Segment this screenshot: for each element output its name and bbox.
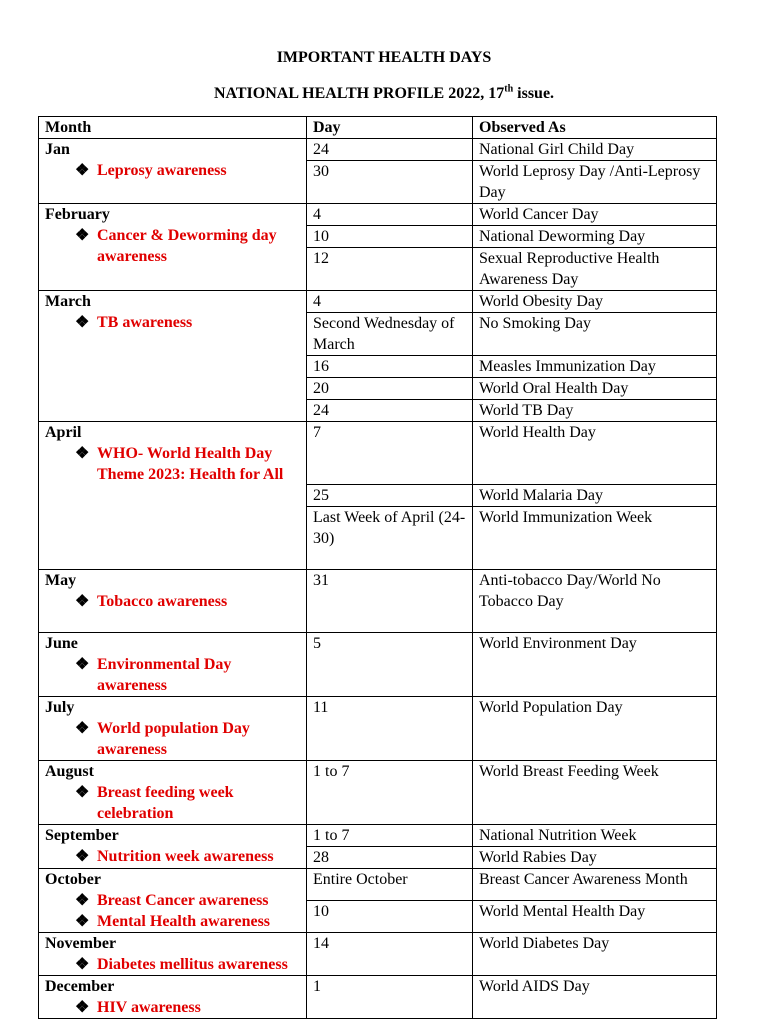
- month-name: July: [45, 699, 75, 716]
- observed-as-cell: World Cancer Day: [473, 204, 717, 226]
- day-cell: 1 to 7: [307, 761, 473, 825]
- month-name: June: [45, 635, 78, 652]
- diamond-bullet-icon: ❖: [75, 784, 90, 801]
- awareness-item: [45, 312, 300, 333]
- observed-as-cell: Sexual Reproductive Health Awareness Day: [473, 248, 717, 291]
- table-row: [39, 570, 717, 633]
- table-row: [39, 633, 717, 697]
- day-cell: 20: [307, 378, 473, 400]
- day-cell: 5: [307, 633, 473, 697]
- day-cell: Entire October: [307, 869, 473, 901]
- awareness-text: Cancer & Deworming day awareness: [97, 227, 277, 265]
- awareness-text: Tobacco awareness: [97, 593, 228, 610]
- month-name: Jan: [45, 141, 70, 158]
- observed-as-cell: World Oral Health Day: [473, 378, 717, 400]
- month-cell: [39, 570, 307, 633]
- month-name: November: [45, 935, 117, 952]
- table-header-row: [39, 117, 717, 139]
- day-cell: Second Wednesday of March: [307, 313, 473, 356]
- observed-as-cell: World Malaria Day: [473, 485, 717, 507]
- month-cell: [39, 139, 307, 204]
- day-cell: 10: [307, 226, 473, 248]
- table-row: [39, 204, 717, 226]
- day-cell: 10: [307, 901, 473, 933]
- table-row: [39, 697, 717, 761]
- awareness-item: [45, 890, 300, 911]
- awareness-text: Breast feeding week celebration: [97, 784, 234, 822]
- diamond-bullet-icon: ❖: [75, 956, 90, 973]
- month-name: October: [45, 871, 101, 888]
- day-cell: 14: [307, 933, 473, 976]
- observed-as-cell: World Population Day: [473, 697, 717, 761]
- awareness-text: TB awareness: [97, 314, 193, 331]
- diamond-bullet-icon: ❖: [75, 445, 90, 462]
- awareness-item: [45, 591, 300, 612]
- month-cell: [39, 422, 307, 570]
- diamond-bullet-icon: ❖: [75, 720, 90, 737]
- column-header-day: Day: [307, 117, 473, 139]
- awareness-item: [45, 443, 300, 485]
- observed-as-cell: No Smoking Day: [473, 313, 717, 356]
- month-cell: [39, 933, 307, 976]
- month-name: December: [45, 978, 115, 995]
- awareness-item: [45, 911, 300, 932]
- table-body: [39, 139, 717, 1019]
- awareness-item: [45, 718, 300, 760]
- table-row: [39, 869, 717, 901]
- observed-as-cell: World Breast Feeding Week: [473, 761, 717, 825]
- table-row: [39, 422, 717, 485]
- awareness-item: [45, 846, 300, 867]
- health-days-table: [38, 116, 717, 1019]
- day-cell: 16: [307, 356, 473, 378]
- observed-as-cell: World AIDS Day: [473, 976, 717, 1019]
- table-row: [39, 825, 717, 847]
- month-name: May: [45, 572, 77, 589]
- observed-as-cell: World Immunization Week: [473, 507, 717, 570]
- month-cell: [39, 869, 307, 933]
- day-cell: 1 to 7: [307, 825, 473, 847]
- diamond-bullet-icon: ❖: [75, 999, 90, 1016]
- day-cell: 4: [307, 291, 473, 313]
- month-cell: [39, 633, 307, 697]
- day-cell: 11: [307, 697, 473, 761]
- awareness-text: Nutrition week awareness: [97, 848, 274, 865]
- month-name: September: [45, 827, 119, 844]
- column-header-month: Month: [39, 117, 307, 139]
- diamond-bullet-icon: ❖: [75, 314, 90, 331]
- observed-as-cell: World TB Day: [473, 400, 717, 422]
- day-cell: 1: [307, 976, 473, 1019]
- awareness-item: [45, 954, 300, 975]
- subtitle-superscript: th: [504, 83, 514, 95]
- observed-as-cell: World Health Day: [473, 422, 717, 485]
- awareness-text: Breast Cancer awareness: [97, 892, 269, 909]
- observed-as-cell: World Environment Day: [473, 633, 717, 697]
- day-cell: 25: [307, 485, 473, 507]
- month-name: March: [45, 293, 91, 310]
- diamond-bullet-icon: ❖: [75, 593, 90, 610]
- observed-as-cell: World Obesity Day: [473, 291, 717, 313]
- observed-as-cell: National Deworming Day: [473, 226, 717, 248]
- table-row: [39, 933, 717, 976]
- diamond-bullet-icon: ❖: [75, 227, 90, 244]
- month-cell: [39, 825, 307, 869]
- awareness-item: [45, 225, 300, 267]
- diamond-bullet-icon: ❖: [75, 656, 90, 673]
- month-cell: [39, 761, 307, 825]
- diamond-bullet-icon: ❖: [75, 162, 90, 179]
- observed-as-cell: World Mental Health Day: [473, 901, 717, 933]
- month-cell: [39, 204, 307, 291]
- day-cell: 12: [307, 248, 473, 291]
- day-cell: 4: [307, 204, 473, 226]
- observed-as-cell: National Nutrition Week: [473, 825, 717, 847]
- diamond-bullet-icon: ❖: [75, 892, 90, 909]
- observed-as-cell: Measles Immunization Day: [473, 356, 717, 378]
- awareness-item: [45, 160, 300, 181]
- day-cell: 31: [307, 570, 473, 633]
- month-cell: [39, 697, 307, 761]
- day-cell: 28: [307, 847, 473, 869]
- day-cell: 7: [307, 422, 473, 485]
- awareness-item: [45, 654, 300, 696]
- day-cell: 30: [307, 161, 473, 204]
- month-cell: [39, 291, 307, 422]
- column-header-observed-as: Observed As: [473, 117, 717, 139]
- diamond-bullet-icon: ❖: [75, 848, 90, 865]
- observed-as-cell: World Diabetes Day: [473, 933, 717, 976]
- document-subtitle: [0, 85, 768, 103]
- awareness-text: Diabetes mellitus awareness: [97, 956, 288, 973]
- table-row: [39, 291, 717, 313]
- awareness-text: Mental Health awareness: [97, 913, 271, 930]
- awareness-item: [45, 782, 300, 824]
- awareness-text: World population Day awareness: [97, 720, 250, 758]
- table-row: [39, 139, 717, 161]
- observed-as-cell: World Rabies Day: [473, 847, 717, 869]
- day-cell: Last Week of April (24-30): [307, 507, 473, 570]
- month-cell: [39, 976, 307, 1019]
- day-cell: 24: [307, 400, 473, 422]
- day-cell: 24: [307, 139, 473, 161]
- month-name: April: [45, 424, 82, 441]
- awareness-text: Environmental Day awareness: [97, 656, 232, 694]
- observed-as-cell: World Leprosy Day /Anti-Leprosy Day: [473, 161, 717, 204]
- awareness-item: [45, 997, 300, 1018]
- month-name: February: [45, 206, 110, 223]
- awareness-text: WHO- World Health Day Theme 2023: Health for All: [97, 445, 284, 483]
- table-row: [39, 976, 717, 1019]
- awareness-text: Leprosy awareness: [97, 162, 227, 179]
- table-row: [39, 761, 717, 825]
- month-name: August: [45, 763, 94, 780]
- diamond-bullet-icon: ❖: [75, 913, 90, 930]
- subtitle-tail: issue.: [513, 85, 555, 102]
- observed-as-cell: Breast Cancer Awareness Month: [473, 869, 717, 901]
- observed-as-cell: National Girl Child Day: [473, 139, 717, 161]
- observed-as-cell: Anti-tobacco Day/World No Tobacco Day: [473, 570, 717, 633]
- subtitle-text: NATIONAL HEALTH PROFILE 2022, 17: [213, 85, 505, 102]
- awareness-text: HIV awareness: [97, 999, 201, 1016]
- document-title: IMPORTANT HEALTH DAYS: [276, 49, 492, 66]
